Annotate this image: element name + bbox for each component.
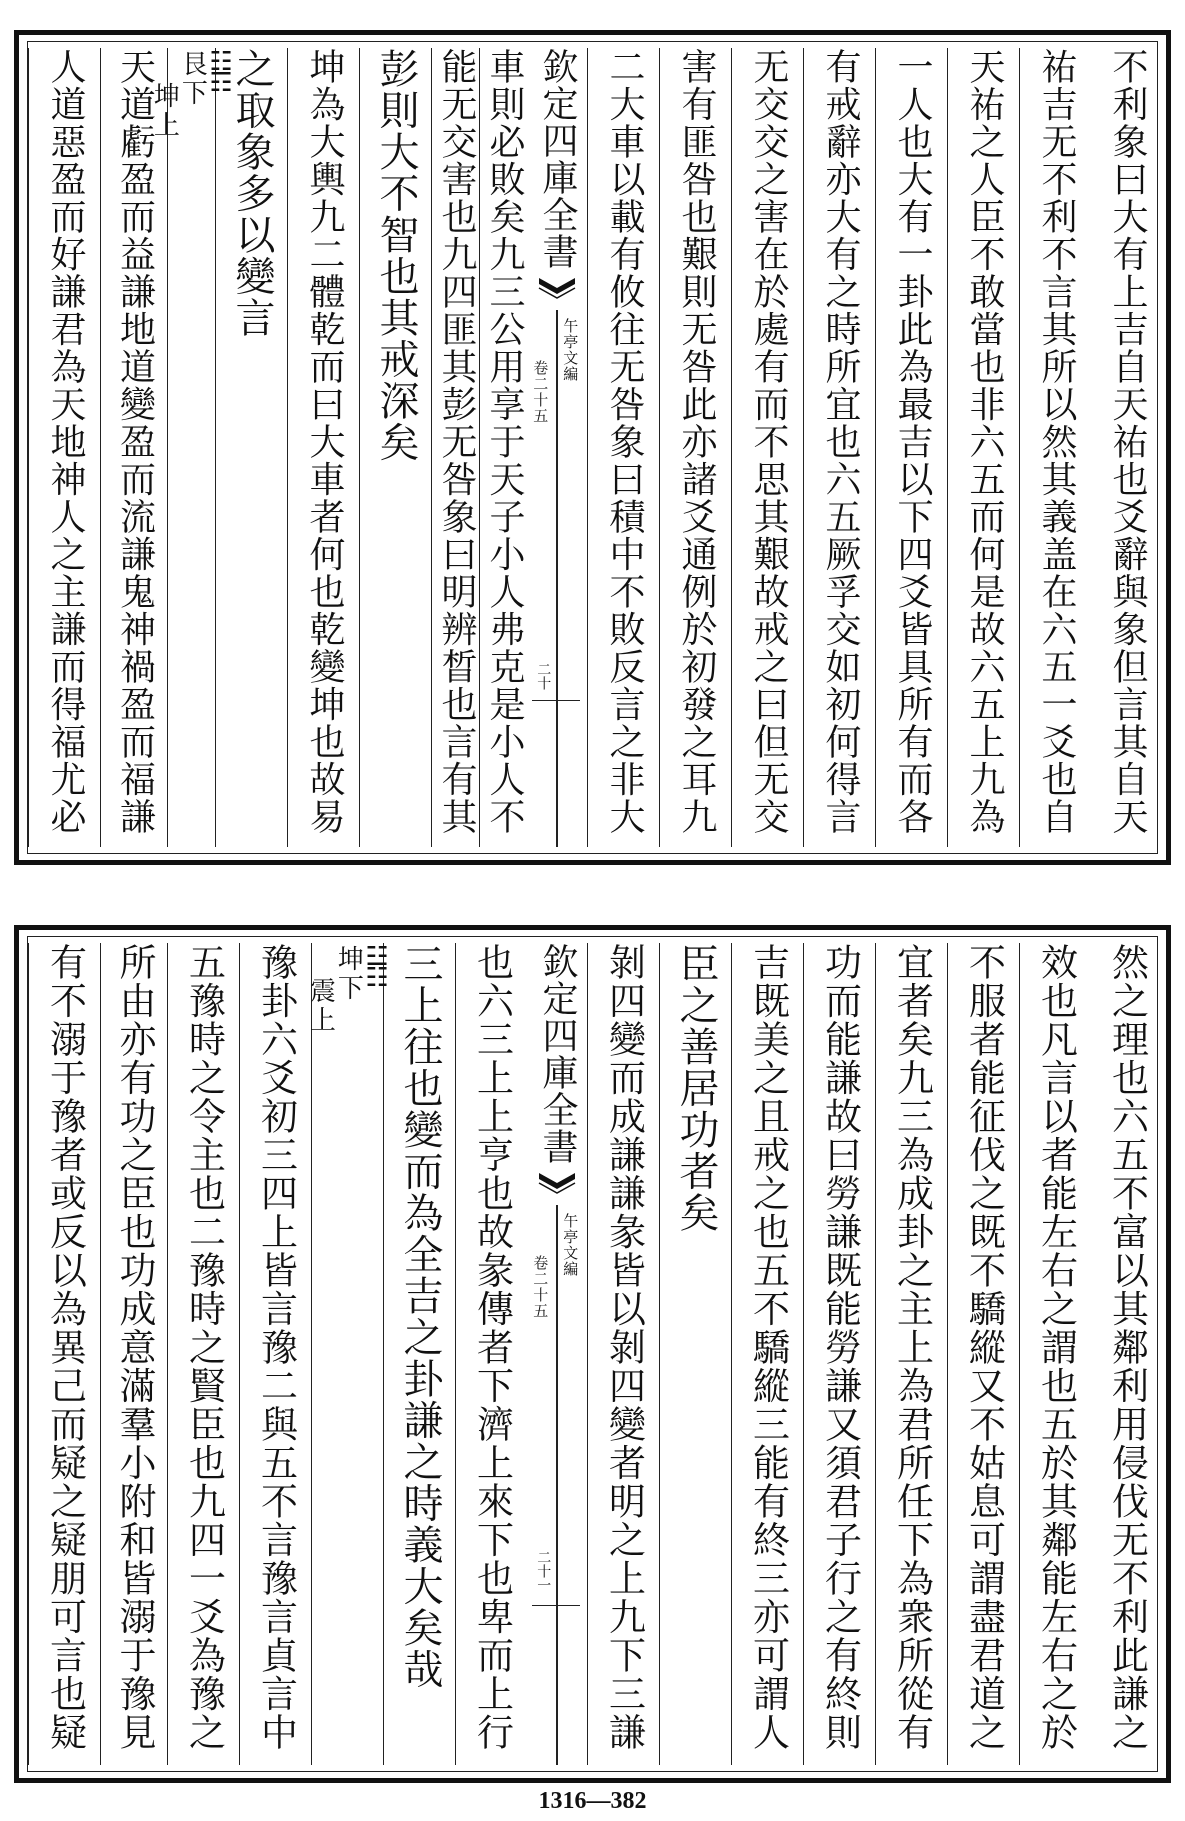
text-column [731,48,804,847]
hexagram-column [305,942,389,1765]
text-column [803,943,876,1765]
text-column [659,48,732,847]
center-column [527,48,587,847]
text-column [28,48,101,847]
center-rule [531,310,580,847]
text-column [359,48,432,847]
text-column [587,48,660,847]
book-title: 欽定四庫全書 [537,48,578,270]
column-text: 然之理也六五不富以其鄰利用侵伐无不利此謙之 [1105,943,1149,1752]
column-text: 人道惡盈而好謙君為天地神人之主謙而得福尤必 [45,48,86,836]
folio-number: 二十一 [535,1550,552,1592]
hexagram-yu-icon: ☳ ☷ [365,942,389,994]
column-text: 有戒辭亦大有之時所宜也六五厥孚交如初何得言 [820,48,861,836]
text-column [28,943,101,1765]
column-text: 二大車以載有攸往无咎象曰積中不敗反言之非大 [604,48,645,836]
column-text: 天祐之人臣不敢當也非六五而何是故六五上九為 [964,48,1005,836]
text-column [1019,48,1092,847]
text-column [431,48,480,847]
text-column [875,48,948,847]
text-column [947,943,1020,1765]
column-text: 一人也大有一卦此為最吉以下四爻皆具所有而各 [892,48,933,836]
text-column [587,943,660,1765]
column-text: 有不溺于豫者或反以為異己而疑之疑朋可言也疑 [43,943,87,1752]
column-text: 害有匪咎也艱則无咎此亦諸爻通例於初發之耳九 [676,48,717,836]
column-text: 剝四變而成謙謙彖皆以剝四變者明之上九下三謙 [602,943,646,1752]
column-text: 吉既美之且戒之也五不驕縱三能有終三亦可謂人 [746,943,790,1752]
text-column [803,48,876,847]
text-column [455,943,528,1765]
text-column [875,943,948,1765]
top-page-frame [27,41,1158,854]
column-text: 所由亦有功之臣也功成意滿羣小附和皆溺于豫見 [113,943,156,1752]
column-text: 三上往也變而為全吉之卦謙之時義大矣哉 [397,943,443,1690]
center-rule [531,1205,580,1765]
top-page [14,30,1171,865]
volume-number: 卷二十五 [531,1255,550,1319]
column-text: 坤為大輿九二體乾而曰大車者何也乾變坤也故易 [304,48,345,836]
column-text: 也六三上上亨也故彖傳者下濟上來下也卑而上行 [470,943,514,1752]
column-text: 車則必敗矣九三公用享于天子小人弗克是小人不 [484,48,525,836]
bottom-page [14,925,1171,1783]
hexagram-column [149,47,233,847]
column-text: 功而能謙故曰勞謙既能勞謙又須君子行之有終則 [818,943,862,1752]
hexagram-qian-icon: ☷ ☶ [209,47,233,99]
text-column [479,48,528,847]
text-column [100,943,168,1765]
upper-trigram-label: 震上 [305,977,336,1035]
column-text: 豫卦六爻初三四上皆言豫二與五不言豫言貞言中 [254,943,298,1752]
fish-tail-mark-icon [537,274,577,308]
text-column [100,48,168,847]
folio-bar [532,700,580,701]
folio-bar [532,1605,580,1606]
text-column [659,943,732,1765]
folio-number: 二十 [535,662,552,690]
book-title: 欽定四庫全書 [537,943,578,1165]
text-column [167,943,240,1765]
lower-trigram-label: 艮下 [177,50,208,108]
column-text: 无交交之害在於處有而不思其艱故戒之曰但无交 [748,48,789,836]
page-number: 1316—382 [538,1788,647,1814]
center-column [527,943,587,1765]
column-text: 不服者能征伐之既不驕縱又不姑息可謂盡君道之 [962,943,1006,1752]
column-text: 五豫時之令主也二豫時之賢臣也九四一爻為豫之 [182,943,226,1752]
upper-trigram-label: 坤上 [149,82,180,140]
text-column [1091,48,1163,847]
text-column [1019,943,1092,1765]
column-text: 不利象曰大有上吉自天祐也爻辭與象但言其自天 [1107,48,1148,836]
volume-number: 卷二十五 [531,360,550,424]
column-text: 祐吉无不利不言其所以然其義盖在六五一爻也自 [1036,48,1077,836]
collection-name: 午亭文編 [561,1213,580,1277]
column-text: 效也凡言以者能左右之謂也五於其鄰能左右之於 [1034,943,1078,1752]
column-text: 彭則大不智也其戒深矣 [373,48,419,463]
column-text: 宜者矣九三為成卦之主上為君所任下為衆所從有 [890,943,934,1752]
bottom-page-frame [27,936,1158,1772]
fish-tail-mark-icon [537,1169,577,1203]
column-text: 臣之善居功者矣 [673,943,719,1234]
text-column [383,943,456,1765]
column-text: 天道虧盈而益謙地道變盈而流謙鬼神禍盈而福謙 [114,48,156,836]
text-column [287,48,360,847]
text-column [947,48,1020,847]
column-text: 之取象多以變言 [229,48,275,339]
text-column [731,943,804,1765]
text-column [1091,943,1163,1765]
collection-name: 午亭文編 [561,318,580,382]
lower-trigram-label: 坤下 [333,945,364,1003]
text-column [239,943,312,1765]
column-text: 能无交害也九四匪其彭无咎象曰明辨晳也言有其 [436,48,477,836]
